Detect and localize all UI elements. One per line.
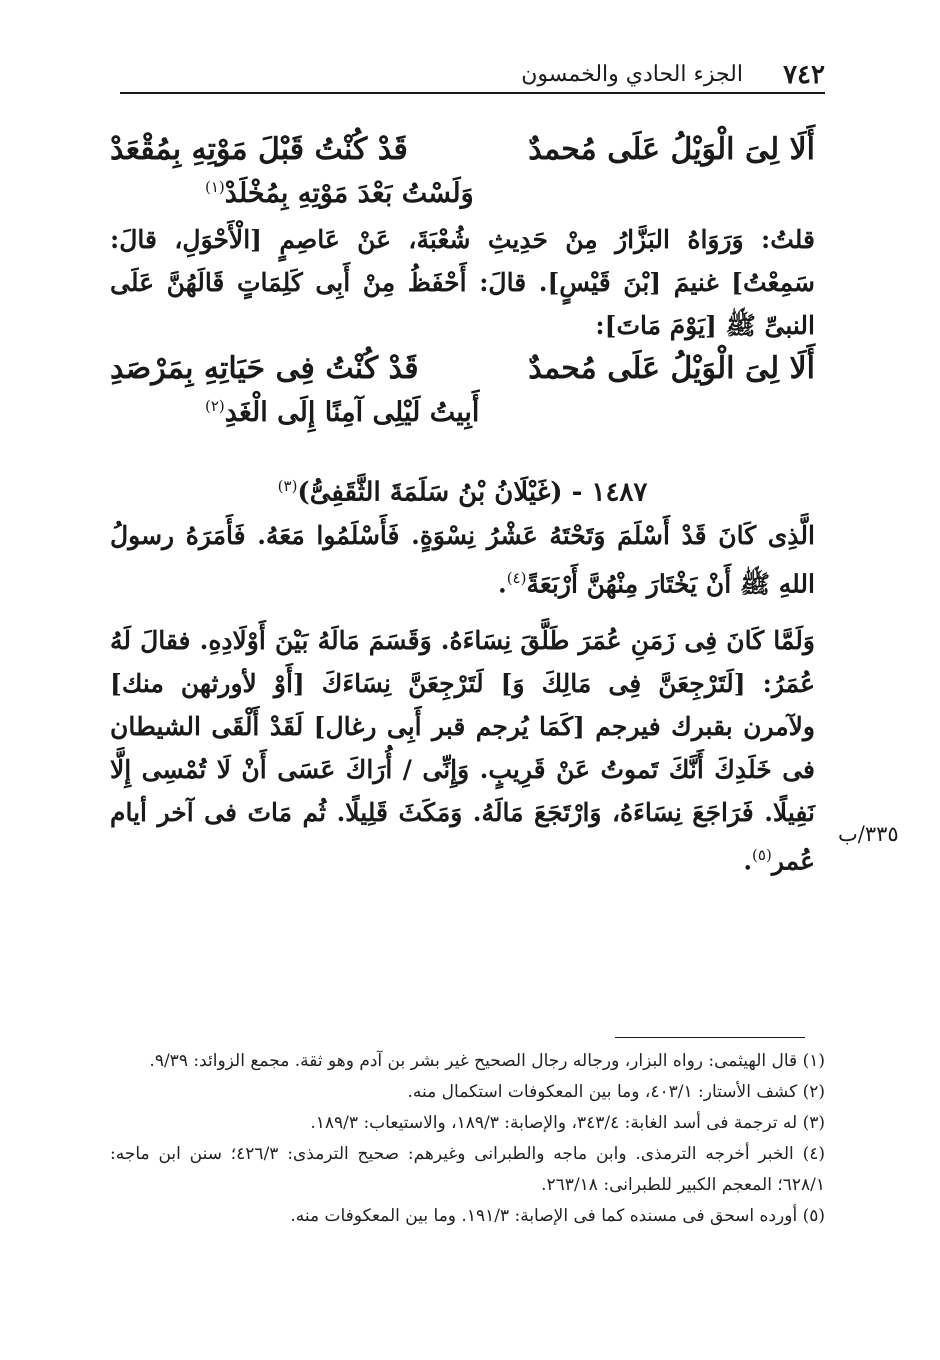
entry-heading: ١٤٨٧ - (غَيْلَانُ بْنُ سَلَمَةَ الثَّقَفِىُّ)$^{(٣)}$	[277, 477, 648, 508]
footnote-ref-2: (٢)	[205, 397, 225, 415]
paragraph-bazzar: قلتُ: وَرَوَاهُ البَزَّارُ مِنْ حَدِيثِ شُعْبَةَ، عَنْ عَاصِمٍ [الْأَحْوَلِ، قالَ: سَمِعْتُ] غنيمَ [بْنَ قَيْسٍ]. قالَ: أَحْفَظُ مِنْ أَبِى كَلِمَاتٍ قَالَهُنَّ عَلَى النبىِّ ﷺ [يَوْمَ مَاتَ]:	[110, 225, 815, 340]
verse-1	[110, 128, 815, 218]
verse-2-hemistich-1: أَلَا لِىَ الْوَيْلُ عَلَى مُحمدٌ	[528, 351, 815, 386]
footnote-3: (٣) له ترجمة فى أسد الغابة: ٣٤٣/٤، والإصابة: ١٨٩/٣، والاستيعاب: ١٨٩/٣.	[310, 1113, 825, 1133]
verse-1-hemistich-2: قَدْ كُنْتُ قَبْلَ مَوْتِهِ بِمُقْعَدْ	[110, 132, 408, 167]
header-rule	[120, 92, 825, 94]
manuscript-folio-note: ٣٣٥/ب	[838, 822, 899, 846]
running-title: الجزء الحادي والخمسون	[521, 62, 743, 87]
verse-1-hemistich-1: أَلَا لِىَ الْوَيْلُ عَلَى مُحمدٌ	[528, 132, 815, 167]
verse-2-hemistich-2: قَدْ كُنْتُ فِى حَيَاتِهِ بِمَرْصَدِ	[110, 351, 419, 386]
verse-2	[110, 347, 815, 437]
footnote-ref-3: (٣)	[277, 477, 298, 495]
paragraph-islam: الَّذِى كَانَ قَدْ أَسْلَمَ وَتَحْتَهُ عَشْرُ نِسْوَةٍ. فَأَسْلَمُوا مَعَهُ. فَأَمَرَهُ رسولُ اللهِ ﷺ أَنْ يَخْتَارَ مِنْهُنَّ أَرْبَعَةً$^{(٤)}$.	[110, 520, 815, 598]
footnote-separator	[615, 1037, 805, 1038]
footnote-1: (١) قال الهيثمى: رواه البزار، ورجاله رجال الصحيح غير بشر بن آدم وهو ثقة. مجمع الزوائد: ٩/٣٩.	[149, 1051, 825, 1071]
footnote-4: (٤) الخبر أخرجه الترمذى. وابن ماجه والطبرانى وغيرهم: صحيح الترمذى: ٤٢٦/٣؛ سنن ابن ماجه: ٦٢٨/١؛ المعجم الكبير للطبرانى: ٢٦٣/١٨.	[110, 1144, 825, 1195]
footnotes	[110, 1046, 825, 1232]
footnote-ref-1: (١)	[205, 178, 225, 196]
footnote-5: (٥) أورده اسحق فى مسنده كما فى الإصابة: ١٩١/٣. وما بين المعكوفات منه.	[290, 1206, 825, 1226]
page-number: ٧٤٢	[783, 60, 825, 90]
footnote-ref-5: (٥)	[752, 845, 772, 864]
running-header	[120, 56, 825, 94]
paragraph-umar: وَلَمَّا كَانَ فِى زَمَنِ عُمَرَ طَلَّقَ نِسَاءَهُ. وَقَسَمَ مَالَهُ بَيْنَ أَوْلَادِهِ. فقالَ لَهُ عُمَرُ: [لَتَرْجِعَنَّ فِى مَالِكَ وَ] لَتَرْجِعَنَّ نِسَاءَكَ [أَوْ لأورثهن منك] ولآمرن بقبرك فيرجم [كَمَا يُرجم قبر أَبِى رغال] لَقَدْ أَلْقَى الشيطان فى خَلَدِكَ أَنَّكَ تَموتُ عَنْ قَرِيبٍ. وَإِنِّى / أُرَاكَ عَسَى أَنْ لَا تُمْسِى إِلَّا نَفِيلًا. فَرَاجَعَ نِسَاءَهُ، وَارْتَجَعَ مَالَهُ. وَمَكَثَ قَلِيلًا. ثُم مَاتَ فى آخر أيام عُمر$^{(٥)}$.	[110, 625, 815, 876]
verse-1-hemistich-3: وَلَسْتُ بَعْدَ مَوْتِهِ بِمُخْلَدْ$^{(١)}$	[205, 178, 474, 209]
footnote-2: (٢) كشف الأستار: ٤٠٣/١، وما بين المعكوفات استكمال منه.	[407, 1082, 825, 1102]
verse-2-hemistich-3: أَبِيتُ لَيْلِى آمِنًا إِلَى الْغَدِ$^{(٢)}$	[205, 397, 480, 428]
footnote-ref-4: (٤)	[506, 568, 527, 587]
main-text	[110, 128, 815, 882]
